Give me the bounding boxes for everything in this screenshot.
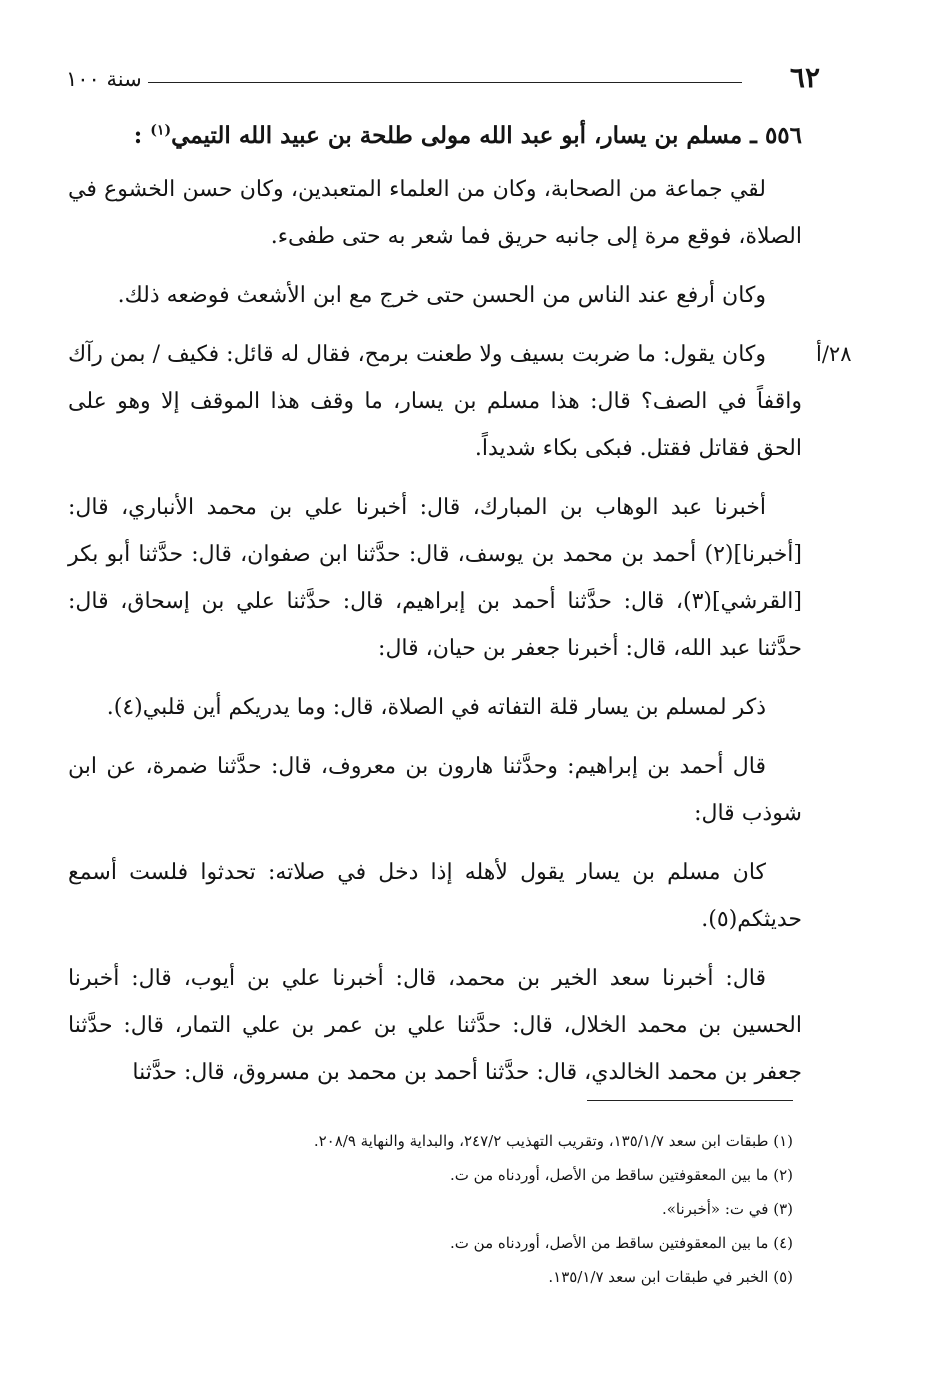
entry-colon: : <box>133 122 143 149</box>
running-header <box>60 60 820 100</box>
footnote: (١) طبقات ابن سعد ١٣٥/١/٧، وتقريب التهذيب ٢٤٧/٢، والبداية والنهاية ٢٠٨/٩. <box>313 1132 793 1150</box>
margin-folio-note: ٢٨/أ <box>816 342 852 366</box>
footnote: (٣) في ت: «أخبرنا». <box>661 1200 793 1218</box>
header-year: سنة ١٠٠ <box>66 67 142 91</box>
footnote: (٥) الخبر في طبقات ابن سعد ١٣٥/١/٧. <box>548 1268 793 1286</box>
entry-title: ٥٥٦ ـ مسلم بن يسار، أبو عبد الله مولى طلحة بن عبيد الله التيمي <box>171 122 802 149</box>
page-number: ٦٢ <box>789 61 820 94</box>
paragraph: ذكر لمسلم بن يسار قلة التفاته في الصلاة، قال: وما يدريكم أين قلبي(٤). <box>106 695 766 720</box>
footnote: (٢) ما بين المعقوفتين ساقط من الأصل، أوردناه من ت. <box>450 1166 793 1184</box>
paragraph: وكان يقول: ما ضربت بسيف ولا طعنت برمح، فقال له قائل: فكيف / بمن رآك واقفاً في الصف؟ قال: هذا مسلم بن يسار، ما وقف هذا الموقف إلا وهو على الحق فقاتل فقتل. فبكى بكاء شديداً. <box>68 342 802 461</box>
footnotes <box>150 1124 793 1294</box>
paragraph: لقي جماعة من الصحابة، وكان من العلماء المتعبدين، وكان حسن الخشوع في الصلاة، فوقع مرة إلى جانبه حريق فما شعر به حتى طفىء. <box>68 177 802 249</box>
header-rule <box>148 82 742 83</box>
footnote-separator <box>587 1100 793 1101</box>
paragraph: قال: أخبرنا سعد الخير بن محمد، قال: أخبرنا علي بن أيوب، قال: أخبرنا الحسين بن محمد الخلال، قال: حدَّثنا علي بن عمر بن علي التمار، قال: حدَّثنا جعفر بن محمد الخالدي، قال: حدَّثنا أحمد بن محمد بن مسروق، قال: حدَّثنا <box>68 966 802 1085</box>
paragraph: كان مسلم بن يسار يقول لأهله إذا دخل في صلاته: تحدثوا فلست أسمع حديثكم(٥). <box>68 860 802 932</box>
footnote-ref: (١) <box>150 122 172 139</box>
main-text <box>68 116 802 1108</box>
paragraph: وكان أرفع عند الناس من الحسن حتى خرج مع ابن الأشعث فوضعه ذلك. <box>117 283 766 308</box>
entry-heading <box>68 116 802 156</box>
footnote: (٤) ما بين المعقوفتين ساقط من الأصل، أوردناه من ت. <box>450 1234 793 1252</box>
paragraph: أخبرنا عبد الوهاب بن المبارك، قال: أخبرنا علي بن محمد الأنباري، قال: [أخبرنا](٢) أحمد بن محمد بن يوسف، قال: حدَّثنا ابن صفوان، قال: حدَّثنا أبو بكر [القرشي](٣)، قال: حدَّثنا أحمد بن إبراهيم، قال: حدَّثنا علي بن إسحاق، قال: حدَّثنا عبد الله، قال: أخبرنا جعفر بن حيان، قال: <box>68 495 802 661</box>
paragraph: قال أحمد بن إبراهيم: وحدَّثنا هارون بن معروف، قال: حدَّثنا ضمرة، عن ابن شوذب قال: <box>68 754 802 826</box>
